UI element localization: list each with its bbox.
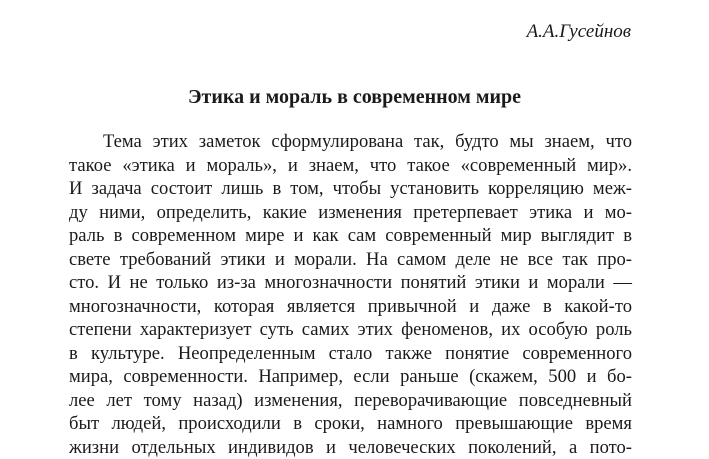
paragraph-line: мира, современности. Например, если раньше (скажем, 500 и бо- bbox=[69, 365, 632, 389]
paragraph-line: многозначности, которая является привычной и даже в какой-то bbox=[69, 295, 632, 319]
paragraph-line: ду ними, определить, какие изменения претерпевает этика и мо- bbox=[69, 201, 632, 225]
paragraph-line: быт людей, происходили в сроки, намного превышающие время bbox=[69, 412, 632, 436]
paragraph-line: раль в современном мире и как сам современный мир выглядит в bbox=[69, 224, 632, 248]
paragraph-line: И задача состоит лишь в том, чтобы установить корреляцию меж- bbox=[69, 177, 632, 201]
paragraph-line: лее лет тому назад) изменения, переворачивающие повседневный bbox=[69, 389, 632, 413]
paragraph-line: такое «этика и мораль», и знаем, что такое «современный мир». bbox=[69, 154, 632, 178]
article-title: Этика и мораль в современном мире bbox=[0, 84, 709, 110]
author-name: А.А.Гусейнов bbox=[527, 20, 631, 44]
paragraph-line: сто. И не только из-за многозначности понятий этики и морали — bbox=[69, 271, 632, 295]
article-body bbox=[69, 130, 632, 459]
paragraph-line: степени характеризует суть самих этих феноменов, их особую роль bbox=[69, 318, 632, 342]
paragraph-line: Тема этих заметок сформулирована так, будто мы знаем, что bbox=[69, 130, 632, 154]
paragraph-line: свете требований этики и морали. На самом деле не все так про- bbox=[69, 248, 632, 272]
paragraph-line: в культуре. Неопределенным стало также понятие современного bbox=[69, 342, 632, 366]
paragraph-line: жизни отдельных индивидов и человеческих поколений, а пото- bbox=[69, 436, 632, 459]
